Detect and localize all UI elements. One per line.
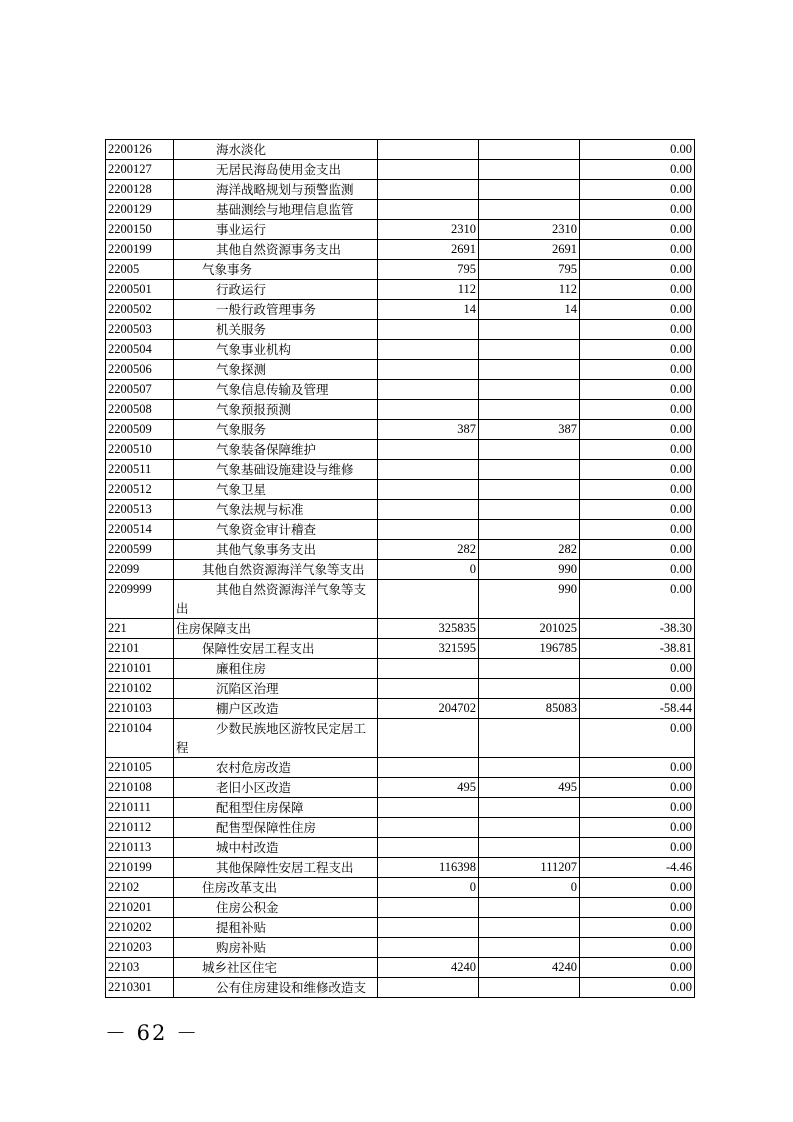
table-row <box>106 858 695 878</box>
name-cell: 保障性安居工程支出 <box>174 639 378 659</box>
table-row <box>106 380 695 400</box>
change-rate-cell: 0.00 <box>580 460 695 480</box>
table-row <box>106 838 695 858</box>
name-cell: 其他自然资源海洋气象等支出 <box>174 560 378 580</box>
amount-a-cell <box>378 500 479 520</box>
name-cell: 一般行政管理事务 <box>174 300 378 320</box>
amount-b-cell <box>479 659 580 679</box>
table-row <box>106 659 695 679</box>
code-cell: 221 <box>106 619 174 639</box>
table-row <box>106 500 695 520</box>
table-row <box>106 639 695 659</box>
name-cell: 气象信息传输及管理 <box>174 380 378 400</box>
code-cell: 2210199 <box>106 858 174 878</box>
amount-a-cell <box>378 978 479 998</box>
code-cell: 22005 <box>106 260 174 280</box>
name-cell: 公有住房建设和维修改造支 <box>174 978 378 998</box>
amount-b-cell <box>479 180 580 200</box>
name-cell: 住房改革支出 <box>174 878 378 898</box>
change-rate-cell: -38.30 <box>580 619 695 639</box>
table-row <box>106 918 695 938</box>
amount-a-cell <box>378 818 479 838</box>
name-cell: 配租型住房保障 <box>174 798 378 818</box>
code-cell: 2200128 <box>106 180 174 200</box>
name-cell: 其他自然资源海洋气象等支出 <box>174 580 378 619</box>
table-row <box>106 400 695 420</box>
amount-b-cell <box>479 440 580 460</box>
amount-a-cell <box>378 679 479 699</box>
code-cell: 2210202 <box>106 918 174 938</box>
amount-a-cell <box>378 360 479 380</box>
amount-a-cell: 2691 <box>378 240 479 260</box>
amount-a-cell <box>378 160 479 180</box>
amount-b-cell: 2691 <box>479 240 580 260</box>
code-cell: 2210101 <box>106 659 174 679</box>
name-cell: 廉租住房 <box>174 659 378 679</box>
amount-b-cell <box>479 400 580 420</box>
table-row <box>106 520 695 540</box>
change-rate-cell: 0.00 <box>580 200 695 220</box>
name-cell: 棚户区改造 <box>174 699 378 719</box>
amount-a-cell: 204702 <box>378 699 479 719</box>
amount-a-cell <box>378 320 479 340</box>
code-cell: 2200507 <box>106 380 174 400</box>
name-cell: 机关服务 <box>174 320 378 340</box>
code-cell: 2210201 <box>106 898 174 918</box>
name-cell: 气象卫星 <box>174 480 378 500</box>
table-body <box>106 140 695 998</box>
amount-b-cell: 112 <box>479 280 580 300</box>
change-rate-cell: 0.00 <box>580 679 695 699</box>
table-row <box>106 140 695 160</box>
name-cell: 行政运行 <box>174 280 378 300</box>
amount-a-cell: 2310 <box>378 220 479 240</box>
name-cell: 气象探测 <box>174 360 378 380</box>
code-cell: 2200511 <box>106 460 174 480</box>
amount-a-cell <box>378 798 479 818</box>
table-row <box>106 360 695 380</box>
change-rate-cell: 0.00 <box>580 778 695 798</box>
change-rate-cell: 0.00 <box>580 918 695 938</box>
amount-a-cell: 387 <box>378 420 479 440</box>
name-cell: 其他气象事务支出 <box>174 540 378 560</box>
amount-a-cell <box>378 480 479 500</box>
table-row <box>106 180 695 200</box>
change-rate-cell: 0.00 <box>580 480 695 500</box>
amount-b-cell <box>479 340 580 360</box>
amount-b-cell <box>479 520 580 540</box>
amount-a-cell <box>378 719 479 758</box>
amount-b-cell: 85083 <box>479 699 580 719</box>
name-cell: 事业运行 <box>174 220 378 240</box>
amount-a-cell <box>378 838 479 858</box>
amount-a-cell: 282 <box>378 540 479 560</box>
name-cell: 基础测绘与地理信息监管 <box>174 200 378 220</box>
name-cell: 购房补贴 <box>174 938 378 958</box>
code-cell: 22101 <box>106 639 174 659</box>
amount-a-cell: 321595 <box>378 639 479 659</box>
name-cell: 城乡社区住宅 <box>174 958 378 978</box>
table-row <box>106 480 695 500</box>
amount-b-cell: 111207 <box>479 858 580 878</box>
amount-b-cell <box>479 480 580 500</box>
table-row <box>106 758 695 778</box>
change-rate-cell: 0.00 <box>580 818 695 838</box>
amount-a-cell <box>378 180 479 200</box>
amount-b-cell: 14 <box>479 300 580 320</box>
amount-a-cell <box>378 580 479 619</box>
code-cell: 2210112 <box>106 818 174 838</box>
amount-b-cell <box>479 500 580 520</box>
code-cell: 2200501 <box>106 280 174 300</box>
change-rate-cell: -4.46 <box>580 858 695 878</box>
amount-b-cell <box>479 719 580 758</box>
code-cell: 22103 <box>106 958 174 978</box>
amount-a-cell <box>378 340 479 360</box>
name-cell: 沉陷区治理 <box>174 679 378 699</box>
amount-b-cell <box>479 818 580 838</box>
code-cell: 2210104 <box>106 719 174 758</box>
code-cell: 2200509 <box>106 420 174 440</box>
table-row <box>106 440 695 460</box>
change-rate-cell: 0.00 <box>580 240 695 260</box>
amount-b-cell: 2310 <box>479 220 580 240</box>
change-rate-cell: 0.00 <box>580 140 695 160</box>
table-row <box>106 320 695 340</box>
amount-a-cell <box>378 520 479 540</box>
name-cell: 城中村改造 <box>174 838 378 858</box>
change-rate-cell: 0.00 <box>580 500 695 520</box>
table-row <box>106 300 695 320</box>
amount-a-cell <box>378 380 479 400</box>
name-cell: 气象服务 <box>174 420 378 440</box>
name-cell: 气象法规与标准 <box>174 500 378 520</box>
table-row <box>106 938 695 958</box>
table-row <box>106 260 695 280</box>
change-rate-cell: -38.81 <box>580 639 695 659</box>
amount-b-cell <box>479 758 580 778</box>
amount-a-cell: 14 <box>378 300 479 320</box>
name-cell: 气象事业机构 <box>174 340 378 360</box>
amount-a-cell <box>378 140 479 160</box>
amount-b-cell: 387 <box>479 420 580 440</box>
code-cell: 2200504 <box>106 340 174 360</box>
code-cell: 2200127 <box>106 160 174 180</box>
code-cell: 2210111 <box>106 798 174 818</box>
table-row <box>106 200 695 220</box>
table-row <box>106 818 695 838</box>
change-rate-cell: 0.00 <box>580 340 695 360</box>
change-rate-cell: -58.44 <box>580 699 695 719</box>
table-row <box>106 340 695 360</box>
name-cell: 少数民族地区游牧民定居工程 <box>174 719 378 758</box>
amount-a-cell: 4240 <box>378 958 479 978</box>
code-cell: 2200510 <box>106 440 174 460</box>
table-row <box>106 560 695 580</box>
change-rate-cell: 0.00 <box>580 320 695 340</box>
code-cell: 2200129 <box>106 200 174 220</box>
code-cell: 2200126 <box>106 140 174 160</box>
code-cell: 2200503 <box>106 320 174 340</box>
table-row <box>106 679 695 699</box>
change-rate-cell: 0.00 <box>580 758 695 778</box>
table-row <box>106 220 695 240</box>
table-row <box>106 898 695 918</box>
amount-a-cell: 495 <box>378 778 479 798</box>
amount-b-cell <box>479 380 580 400</box>
change-rate-cell: 0.00 <box>580 798 695 818</box>
table-row <box>106 580 695 619</box>
amount-b-cell: 495 <box>479 778 580 798</box>
change-rate-cell: 0.00 <box>580 440 695 460</box>
change-rate-cell: 0.00 <box>580 958 695 978</box>
code-cell: 2200502 <box>106 300 174 320</box>
change-rate-cell: 0.00 <box>580 220 695 240</box>
name-cell: 气象基础设施建设与维修 <box>174 460 378 480</box>
amount-b-cell <box>479 938 580 958</box>
table-row <box>106 460 695 480</box>
amount-b-cell <box>479 918 580 938</box>
amount-a-cell: 325835 <box>378 619 479 639</box>
code-cell: 2200513 <box>106 500 174 520</box>
change-rate-cell: 0.00 <box>580 938 695 958</box>
amount-b-cell: 990 <box>479 580 580 619</box>
amount-b-cell: 282 <box>479 540 580 560</box>
change-rate-cell: 0.00 <box>580 898 695 918</box>
name-cell: 气象装备保障维护 <box>174 440 378 460</box>
code-cell: 2210108 <box>106 778 174 798</box>
table-row <box>106 280 695 300</box>
amount-b-cell <box>479 360 580 380</box>
change-rate-cell: 0.00 <box>580 280 695 300</box>
code-cell: 22102 <box>106 878 174 898</box>
code-cell: 2200199 <box>106 240 174 260</box>
code-cell: 2200508 <box>106 400 174 420</box>
change-rate-cell: 0.00 <box>580 380 695 400</box>
change-rate-cell: 0.00 <box>580 838 695 858</box>
amount-a-cell <box>378 460 479 480</box>
table-row <box>106 420 695 440</box>
change-rate-cell: 0.00 <box>580 180 695 200</box>
name-cell: 其他自然资源事务支出 <box>174 240 378 260</box>
amount-b-cell <box>479 898 580 918</box>
amount-b-cell <box>479 320 580 340</box>
amount-b-cell <box>479 460 580 480</box>
code-cell: 2209999 <box>106 580 174 619</box>
amount-b-cell <box>479 838 580 858</box>
change-rate-cell: 0.00 <box>580 160 695 180</box>
name-cell: 海水淡化 <box>174 140 378 160</box>
name-cell: 海洋战略规划与预警监测 <box>174 180 378 200</box>
change-rate-cell: 0.00 <box>580 520 695 540</box>
code-cell: 2210203 <box>106 938 174 958</box>
name-cell: 气象资金审计稽查 <box>174 520 378 540</box>
amount-a-cell <box>378 898 479 918</box>
amount-b-cell <box>479 679 580 699</box>
amount-b-cell <box>479 798 580 818</box>
table-row <box>106 778 695 798</box>
amount-a-cell: 0 <box>378 878 479 898</box>
code-cell: 2200150 <box>106 220 174 240</box>
table-row <box>106 719 695 758</box>
name-cell: 无居民海岛使用金支出 <box>174 160 378 180</box>
name-cell: 住房公积金 <box>174 898 378 918</box>
amount-b-cell: 196785 <box>479 639 580 659</box>
amount-a-cell <box>378 758 479 778</box>
amount-b-cell: 0 <box>479 878 580 898</box>
table-row <box>106 619 695 639</box>
amount-a-cell <box>378 659 479 679</box>
amount-a-cell <box>378 200 479 220</box>
code-cell: 2210105 <box>106 758 174 778</box>
table-row <box>106 160 695 180</box>
amount-b-cell: 201025 <box>479 619 580 639</box>
table-row <box>106 240 695 260</box>
amount-a-cell: 112 <box>378 280 479 300</box>
name-cell: 其他保障性安居工程支出 <box>174 858 378 878</box>
amount-b-cell <box>479 200 580 220</box>
code-cell: 2200514 <box>106 520 174 540</box>
name-cell: 老旧小区改造 <box>174 778 378 798</box>
amount-a-cell: 795 <box>378 260 479 280</box>
table-row <box>106 540 695 560</box>
amount-a-cell: 0 <box>378 560 479 580</box>
table-row <box>106 699 695 719</box>
change-rate-cell: 0.00 <box>580 978 695 998</box>
change-rate-cell: 0.00 <box>580 260 695 280</box>
amount-b-cell: 795 <box>479 260 580 280</box>
change-rate-cell: 0.00 <box>580 300 695 320</box>
change-rate-cell: 0.00 <box>580 400 695 420</box>
table-row <box>106 798 695 818</box>
code-cell: 2200506 <box>106 360 174 380</box>
name-cell: 气象事务 <box>174 260 378 280</box>
name-cell: 住房保障支出 <box>174 619 378 639</box>
amount-a-cell: 116398 <box>378 858 479 878</box>
change-rate-cell: 0.00 <box>580 878 695 898</box>
name-cell: 配售型保障性住房 <box>174 818 378 838</box>
amount-b-cell: 990 <box>479 560 580 580</box>
code-cell: 2210113 <box>106 838 174 858</box>
amount-a-cell <box>378 938 479 958</box>
name-cell: 农村危房改造 <box>174 758 378 778</box>
table-row <box>106 878 695 898</box>
change-rate-cell: 0.00 <box>580 360 695 380</box>
code-cell: 2210301 <box>106 978 174 998</box>
table-row <box>106 978 695 998</box>
budget-table <box>105 139 695 998</box>
code-cell: 2210102 <box>106 679 174 699</box>
amount-a-cell <box>378 918 479 938</box>
change-rate-cell: 0.00 <box>580 659 695 679</box>
name-cell: 气象预报预测 <box>174 400 378 420</box>
name-cell: 提租补贴 <box>174 918 378 938</box>
code-cell: 2210103 <box>106 699 174 719</box>
amount-b-cell: 4240 <box>479 958 580 978</box>
amount-a-cell <box>378 440 479 460</box>
amount-b-cell <box>479 978 580 998</box>
code-cell: 2200512 <box>106 480 174 500</box>
code-cell: 22099 <box>106 560 174 580</box>
amount-a-cell <box>378 400 479 420</box>
change-rate-cell: 0.00 <box>580 719 695 758</box>
change-rate-cell: 0.00 <box>580 560 695 580</box>
change-rate-cell: 0.00 <box>580 580 695 619</box>
code-cell: 2200599 <box>106 540 174 560</box>
table-row <box>106 958 695 978</box>
amount-b-cell <box>479 160 580 180</box>
change-rate-cell: 0.00 <box>580 540 695 560</box>
page-number: － 62 － <box>105 1021 200 1045</box>
amount-b-cell <box>479 140 580 160</box>
change-rate-cell: 0.00 <box>580 420 695 440</box>
